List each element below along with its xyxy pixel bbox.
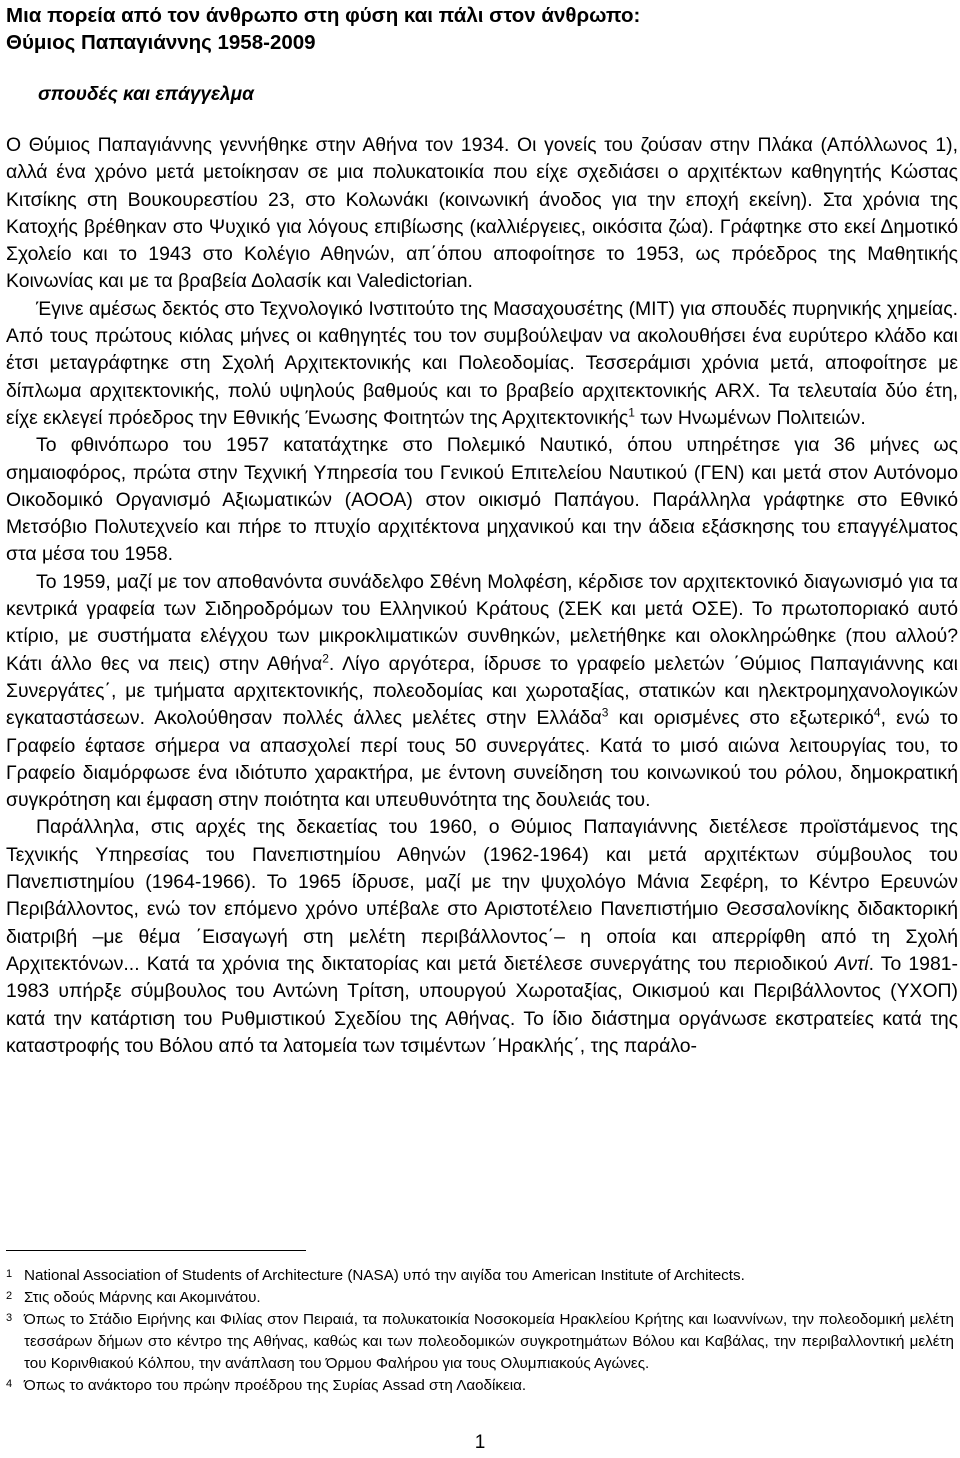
paragraph-4-text-d: , ενώ το Γραφείο έφτασε σήμερα να απασχολεί περί τους 50 συνεργάτες. Κατά το μισό αιώνα λειτουργίας του, το Γραφείο διαμόρφωσε ένα ιδιότυπο χαρακτήρα, με έντονη συνείδηση του κοινωνικού του ρόλου, δημοκρατική συγκρότηση και έμφαση στην ποιότητα και υπευθυνότητα της δουλειάς του. bbox=[6, 707, 958, 812]
footnote-text: Όπως το Στάδιο Ειρήνης και Φιλίας στον Πειραιά, τα πολυκατοικία Νοσοκομεία Ηρακλείου Κρήτης και Ιωαννίνων, την πολεοδομική μελέτη τεσσάρων δήμων στο κέντρο της Αθήνας, καθώς και των πολεοδομικών συγκροτημάτων Βόλου και Καβάλας, την περιβαλλοντική μελέτη του Κορινθιακού Κόλπου, την ανάπλαση του Όρμου Φαλήρου για τους Ολυμπιακούς Αγώνες. bbox=[24, 1311, 954, 1372]
periodical-title: Αντί bbox=[834, 952, 869, 975]
footnote-ref-2[interactable]: 2 bbox=[322, 651, 329, 666]
page-number: 1 bbox=[474, 1432, 486, 1453]
paragraph-1 bbox=[6, 132, 958, 296]
footnote-2 bbox=[6, 1287, 954, 1309]
title-line-2: Θύμιος Παπαγιάννης 1958-2009 bbox=[6, 31, 316, 54]
footnote-number: 2 bbox=[6, 1290, 13, 1302]
paragraph-2 bbox=[6, 296, 958, 432]
footnote-3 bbox=[6, 1309, 954, 1375]
footnote-text: Όπως το ανάκτορο του πρώην προέδρου της Συρίας Assad στη Λαοδίκεια. bbox=[24, 1377, 527, 1394]
footnote-ref-3[interactable]: 3 bbox=[601, 705, 609, 720]
title-line-1: Μια πορεία από τον άνθρωπο στη φύση και πάλι στον άνθρωπο: bbox=[6, 4, 641, 27]
footnote-number: 3 bbox=[6, 1312, 13, 1324]
paragraph-2-text-b: των Ηνωμένων Πολιτειών. bbox=[634, 406, 866, 429]
footnote-ref-1[interactable]: 1 bbox=[628, 405, 635, 420]
footnote-1 bbox=[6, 1265, 954, 1287]
paragraph-1-text: Ο Θύμιος Παπαγιάννης γεννήθηκε στην Αθήνα τον 1934. Οι γονείς του ζούσαν στην Πλάκα (Απόλλωνος 1), αλλά ένα χρόνο μετά μετοίκησαν σε μια πολυκατοικία που είχε σχεδιάσει ο αρχιτέκτων καθηγητής Κώστας Κιτσίκης στη Βουκουρεστίου 23, στο Κολωνάκι (κοινωνική άνοδος για την εποχή εκείνη). Στα χρόνια της Κατοχής βρέθηκαν στο Ψυχικό για λόγους επιβίωσης (καλλιέργειες, οικόσιτα ζώα). Γράφτηκε στο εκεί Δημοτικό Σχολείο και το 1943 στο Κολέγιο Αθηνών, απ΄όπου αποφοίτησε το 1953, ως πρόεδρος της Μαθητικής Κοινωνίας και με τα βραβεία Δολασίκ και Valedictorian. bbox=[6, 134, 958, 293]
paragraph-4-text-c: και ορισμένες στο εξωτερικό bbox=[608, 707, 874, 730]
section-heading: σπουδές και επάγγελμα bbox=[38, 84, 254, 105]
footnotes-section bbox=[6, 1250, 954, 1397]
footnote-ref-4[interactable]: 4 bbox=[873, 705, 881, 720]
paragraph-3 bbox=[6, 432, 958, 568]
paragraph-2-text-a: Έγινε αμέσως δεκτός στο Τεχνολογικό Ινστιτούτο της Μασαχουσέτης (MIT) για σπουδές πυρηνικής χημείας. Από τους πρώτους κιόλας μήνες οι καθηγητές του τον συμβούλεψαν να ακολουθήσει ένα ευρύτερο κλάδο και έτσι μεταγράφτηκε στη Σχολή Αρχιτεκτονικής και Πολεοδομίας. Τεσσεράμισι χρόνια μετά, αποφοίτησε με δίπλωμα αρχιτεκτονικής, πολύ υψηλούς βαθμούς και το βραβείο αρχιτεκτονικής ARX. Τα τελευταία δύο έτη, είχε εκλεγεί πρόεδρος την Εθνικής Ένωσης Φοιτητών της Αρχιτεκτονικής bbox=[6, 297, 958, 429]
paragraph-5 bbox=[6, 814, 958, 1060]
paragraph-4-text-b: . Λίγο αργότερα, ίδρυσε το γραφείο μελετών ΄Θύμιος Παπαγιάννης και Συνεργάτες΄, με τμήματα αρχιτεκτονικής, πολεοδομίας και χωροταξίας, στατικών και ηλεκτρομηχανολογικών εγκαταστάσεων. Ακολούθησαν πολλές άλλες μελέτες στην Ελλάδα bbox=[6, 652, 958, 730]
footnote-4 bbox=[6, 1375, 954, 1397]
paragraph-4-text-a: Το 1959, μαζί με τον αποθανόντα συνάδελφο Σθένη Μολφέση, κέρδισε τον αρχιτεκτονικό διαγωνισμό για τα κεντρικά γραφεία των Σιδηροδρόμων του Ελληνικού Κράτους (ΣΕΚ και μετά ΟΣΕ). Το πρωτοποριακό αυτό κτίριο, με συστήματα ελέγχου των μικροκλιματικών συνθηκών, μελετήθηκε και ολοκληρώθηκε (που αλλού? Κάτι άλλο θες να πεις) στην Αθήνα bbox=[6, 570, 958, 675]
paragraph-4 bbox=[6, 569, 958, 815]
footnote-text: Στις οδούς Μάρνης και Ακομινάτου. bbox=[24, 1289, 261, 1306]
paragraph-5-text-a: Παράλληλα, στις αρχές της δεκαετίας του 1960, ο Θύμιος Παπαγιάννης διετέλεσε προϊστάμενος της Τεχνικής Υπηρεσίας του Πανεπιστημίου Αθηνών (1962-1964) και μετά αρχιτέκτων σύμβουλος του Πανεπιστημίου (1964-1966). Το 1965 ίδρυσε, μαζί με την ψυχολόγο Μάνια Σεφέρη, το Κέντρο Ερευνών Περιβάλλοντος, ενώ τον επόμενο χρόνο υπέβαλε στο Αριστοτέλειο Πανεπιστήμιο Θεσσαλονίκης διδακτορική διατριβή –με θέμα ΄Εισαγωγή στη μελέτη περιβάλλοντος΄– η οποία και απερρίφθη από τη Σχολή Αρχιτεκτόνων... Κατά τα χρόνια της δικτατορίας και μετά διετέλεσε συνεργάτης του περιοδικού bbox=[6, 816, 958, 975]
footnote-number: 1 bbox=[6, 1268, 13, 1280]
footnote-separator bbox=[6, 1250, 306, 1251]
paragraph-5-text-b: . Το 1981-1983 υπήρξε σύμβουλος του Αντώνη Τρίτση, υπουργού Χωροταξίας, Οικισμού και Περιβάλλοντος (ΥΧΟΠ) κατά την κατάρτιση του Ρυθμιστικού Σχεδίου της Αθήνας. Το ίδιο διάστημα οργάνωσε εκστρατείες κατά της καταστροφής του Βόλου από τα λατομεία των τσιμέντων ΄Ηρακλής΄, της παράλο- bbox=[6, 952, 958, 1057]
footnote-number: 4 bbox=[6, 1378, 13, 1390]
paragraph-3-text: Το φθινόπωρο του 1957 κατατάχτηκε στο Πολεμικό Ναυτικό, όπου υπηρέτησε για 36 μήνες ως σημαιοφόρος, πρώτα στην Τεχνική Υπηρεσία του Γενικού Επιτελείου Ναυτικού (ΓΕΝ) και μετά στον Αυτόνομο Οικοδομικό Οργανισμό Αξιωματικών (ΑΟΟΑ) στον οικισμό Παπάγου. Παράλληλα γράφτηκε στο Εθνικό Μετσόβιο Πολυτεχνείο και πήρε το πτυχίο αρχιτέκτονα μηχανικού και την άδεια εξάσκησης του επαγγέλματος στα μέσα του 1958. bbox=[6, 434, 958, 566]
body-text bbox=[6, 132, 958, 1060]
footnote-text: National Association of Students of Architecture (NASA) υπό την αιγίδα του American Institute of Architects. bbox=[24, 1267, 745, 1284]
document-title bbox=[6, 2, 958, 56]
